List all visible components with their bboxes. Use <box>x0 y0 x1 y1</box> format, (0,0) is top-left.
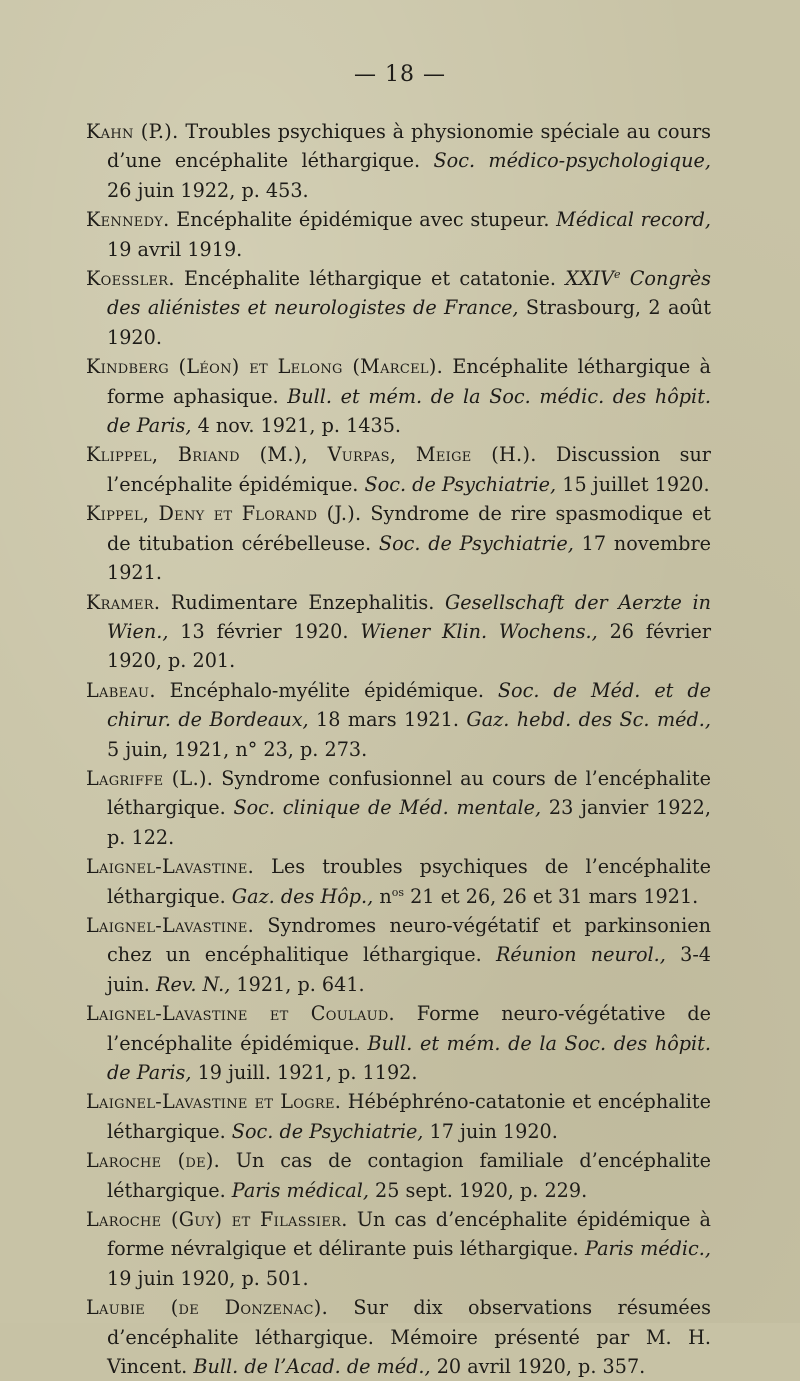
entry-tail: 17 novembre 1921. <box>107 531 711 585</box>
entry-tail: 19 juin 1920, p. 501. <box>107 1266 309 1290</box>
entry-author: Laignel-Lavastine et Logre. <box>86 1090 342 1114</box>
entry-source-prefix: XXIV <box>565 267 614 291</box>
entry-author: Kahn (P.). <box>86 120 179 143</box>
entry-author: Kennedy. <box>86 208 170 232</box>
entry-tail-superscript: os <box>391 885 404 899</box>
entry-tail: 20 avril 1920, p. 357. <box>430 1355 646 1379</box>
bibliography-entry <box>86 205 711 264</box>
entry-tail-prefix: n <box>373 884 392 908</box>
entry-author: Kippel, Deny et Florand (J.). <box>86 502 362 526</box>
entry-source-secondary: Wiener Klin. Wochens., <box>360 619 598 643</box>
bibliography-entry <box>86 440 711 499</box>
entry-tail: Strasbourg, 2 août 1920. <box>107 296 712 349</box>
entry-author: Klippel, Briand (M.), Vurpas, Meige (H.). <box>86 443 537 467</box>
entry-author: Laroche (de). <box>86 1149 221 1173</box>
entry-source: Paris médic., <box>585 1237 712 1261</box>
entry-source: Gaz. des Hôp., <box>231 884 374 908</box>
entry-tail: 13 février 1920. <box>168 619 361 643</box>
entry-tail: 23 janvier 1922, p. 122. <box>107 796 711 849</box>
entry-source: Gesellschaft der Aerzte in Wien., <box>107 590 711 643</box>
entry-tail: 18 mars 1921. <box>308 708 467 732</box>
entry-source: Bull. de l’Acad. de méd., <box>193 1355 431 1379</box>
entry-tail: 19 juill. 1921, p. 1192. <box>191 1061 418 1084</box>
entry-source: Congrès des aliénistes et neurologistes de France, <box>107 267 711 320</box>
entry-body: Syndrome confusionnel au cours de l’encéphalite léthargique. <box>107 766 711 820</box>
bibliography-entry <box>86 1205 711 1293</box>
entry-tail: 21 et 26, 26 et 31 mars 1921. <box>403 884 699 908</box>
entry-tail: 19 avril 1919. <box>107 237 243 261</box>
entry-tail: 4 nov. 1921, p. 1435. <box>191 414 401 438</box>
entry-source: Soc. de Méd. et de chirur. de Bordeaux, <box>107 678 711 732</box>
entry-author: Laignel-Lavastine et Coulaud. <box>86 1002 395 1026</box>
entry-body: Discussion sur l’encéphalite épidémique. <box>107 443 711 496</box>
bibliography-entry <box>86 1087 711 1146</box>
entry-source: Médical record, <box>556 208 711 232</box>
entry-tail: 15 juillet 1920. <box>556 472 710 496</box>
entry-body: Encéphalite léthargique à forme aphasique. <box>107 355 711 408</box>
entry-body: Forme neuro-végétative de l’encéphalite épidémique. <box>107 1002 711 1055</box>
entry-body: Syndromes neuro-végétatif et parkinsonien chez un encéphalitique léthargique. <box>107 913 711 967</box>
entry-body: Hébéphréno-catatonie et encéphalite léthargique. <box>107 1090 711 1143</box>
bibliography-entry <box>86 911 711 999</box>
bibliography-entry <box>86 352 711 440</box>
entry-tail: 17 juin 1920. <box>423 1119 558 1143</box>
entry-source: Soc. de Psychiatrie, <box>231 1119 424 1143</box>
entry-tail: 3-4 juin. <box>107 943 712 996</box>
entry-author: Koessler. <box>86 267 175 291</box>
entry-source: Bull. et mém. de la Soc. des hôpit. de Paris, <box>107 1031 711 1084</box>
bibliography-list <box>86 117 711 1381</box>
entry-source: Soc. médico-psychologique, <box>433 149 711 173</box>
entry-tail-secondary: 26 février 1920, p. 201. <box>107 619 712 673</box>
entry-tail-secondary: 1921, p. 641. <box>230 972 365 996</box>
entry-tail: 25 sept. 1920, p. 229. <box>368 1178 588 1202</box>
page-number: — 18 — <box>354 62 446 87</box>
bibliography-entry <box>86 764 711 852</box>
bibliography-entry <box>86 1146 711 1205</box>
entry-author: Labeau. <box>86 678 156 702</box>
entry-author: Kramer. <box>86 590 161 614</box>
entry-source-secondary: Rev. N., <box>156 972 231 996</box>
entry-source: Réunion neurol., <box>495 943 666 967</box>
entry-body: Syndrome de rire spasmodique et de titubation cérébelleuse. <box>107 502 711 555</box>
entry-body: Encéphalite léthargique et catatonie. <box>174 267 566 291</box>
bibliography-entry <box>86 676 711 764</box>
entry-body: Les troubles psychiques de l’encéphalite léthargique. <box>107 855 711 908</box>
bibliography-entry <box>86 999 711 1087</box>
entry-source-superscript: e <box>613 268 621 282</box>
entry-author: Kindberg (Léon) et Lelong (Marcel). <box>86 355 444 379</box>
entry-source-secondary: Gaz. hebd. des Sc. méd., <box>466 708 711 732</box>
entry-body: Un cas d’encéphalite épidémique à forme névralgique et délirante puis léthargique. <box>107 1208 711 1261</box>
bibliography-entry <box>86 1293 711 1381</box>
entry-source: Paris médical, <box>231 1178 369 1202</box>
entry-body: Un cas de contagion familiale d’encéphalite léthargique. <box>107 1149 711 1202</box>
bibliography-entry <box>86 117 711 205</box>
bibliography-entry <box>86 264 711 352</box>
entry-source: Soc. de Psychiatrie, <box>364 472 557 496</box>
entry-author: Laroche (Guy) et Filassier. <box>86 1208 348 1232</box>
bibliography-entry <box>86 588 711 676</box>
entry-source: Bull. et mém. de la Soc. médic. des hôpit. de Paris, <box>107 384 712 438</box>
entry-body: Sur dix observations résumées d’encéphalite léthargique. Mémoire présenté par M. H. Vincent. <box>107 1296 711 1379</box>
bibliography-entry <box>86 852 711 911</box>
entry-body: Rudimentare Enzephalitis. <box>160 590 445 614</box>
entry-author: Laignel-Lavastine. <box>86 855 255 879</box>
entry-tail-secondary: 5 juin, 1921, n° 23, p. 273. <box>107 737 368 761</box>
entry-author: Laignel-Lavastine. <box>86 913 255 937</box>
entry-author: Lagriffe (L.). <box>86 766 214 790</box>
entry-body: Troubles psychiques à physionomie spéciale au cours d’une encéphalite léthargique. <box>107 120 711 173</box>
entry-author: Laubie (de Donzenac). <box>86 1296 328 1320</box>
bibliography-entry <box>86 499 711 587</box>
entry-source: Soc. clinique de Méd. mentale, <box>233 796 542 820</box>
entry-body: Encéphalo-myélite épidémique. <box>155 678 498 702</box>
entry-source: Soc. de Psychiatrie, <box>378 531 574 555</box>
entry-body: Encéphalite épidémique avec stupeur. <box>169 208 557 232</box>
entry-tail: 26 juin 1922, p. 453. <box>107 178 309 202</box>
